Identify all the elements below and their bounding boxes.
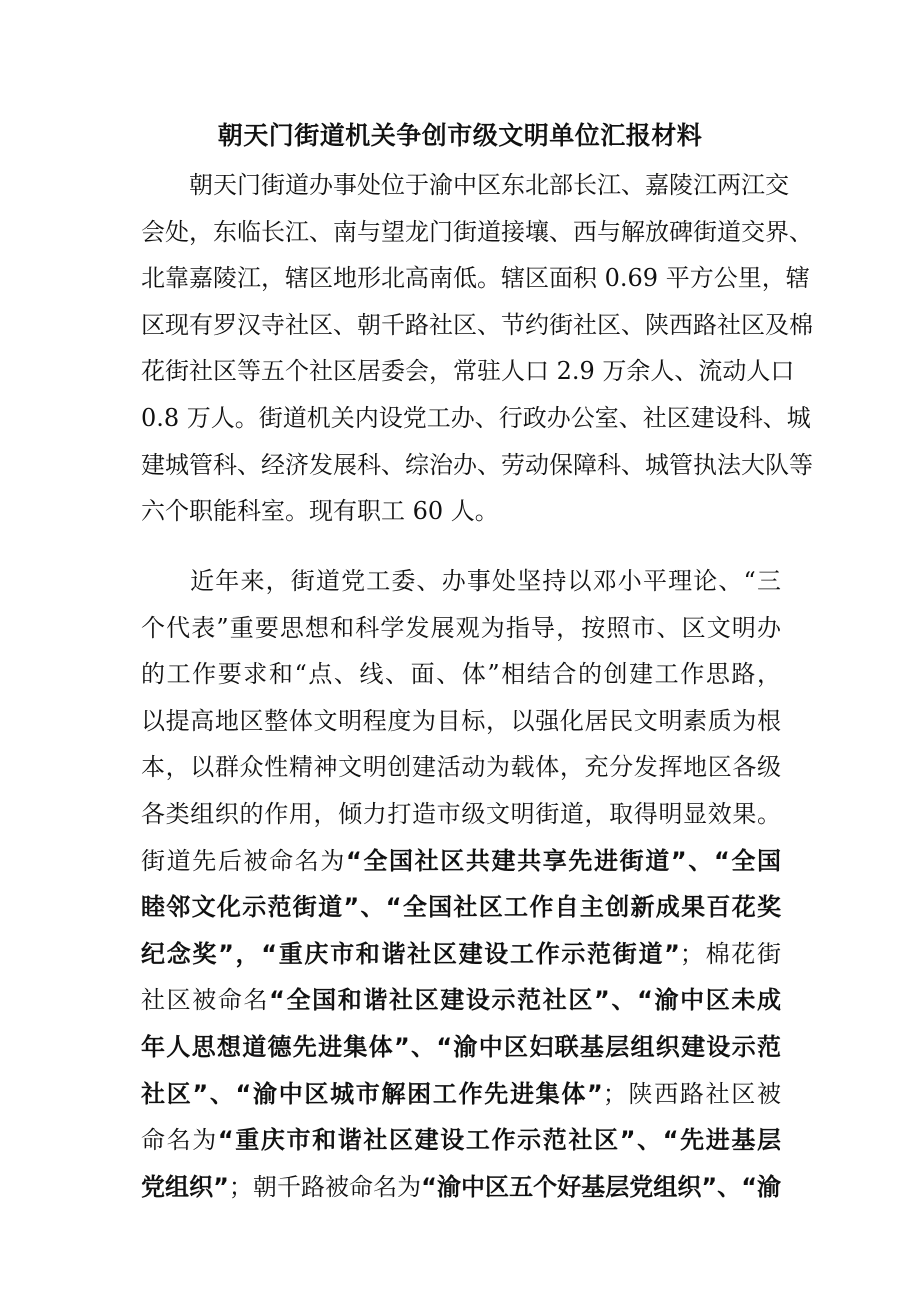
- text-line: [141, 1164, 781, 1210]
- text-line: [141, 931, 781, 977]
- bold-text-segment: “重庆市和谐社区建设工作示范社区”、“先进基层: [217, 1126, 782, 1154]
- text-segment: 北靠嘉陵江，辖区地形北高南低。辖区面积 0.69 平方公里，辖: [141, 264, 810, 292]
- text-line: [141, 209, 813, 255]
- text-segment: 会处，东临长江、南与望龙门街道接壤、西与解放碑街道交界、: [141, 218, 813, 246]
- text-line: [141, 698, 781, 744]
- text-segment: 个代表”重要思想和科学发展观为指导，按照市、区文明办: [141, 614, 781, 642]
- text-line: [141, 488, 781, 534]
- text-line: [141, 651, 781, 697]
- text-segment: 区现有罗汉寺社区、朝千路社区、节约街社区、陕西路社区及棉: [141, 311, 813, 339]
- text-line: [141, 255, 810, 301]
- text-line: [141, 1024, 781, 1070]
- text-line: [141, 791, 781, 837]
- text-segment: ；朝千路被命名为: [228, 1173, 422, 1201]
- bold-text-segment: “全国社区共建共享先进街道”、“全国: [346, 847, 781, 875]
- text-segment: 各类组织的作用，倾力打造市级文明街道，取得明显效果。: [141, 800, 781, 828]
- text-line: [141, 395, 811, 441]
- text-line: [141, 1117, 781, 1163]
- document-title: 朝天门街道机关争创市级文明单位汇报材料: [217, 121, 703, 150]
- text-segment: 以提高地区整体文明程度为目标，以强化居民文明素质为根: [141, 707, 781, 735]
- text-segment: 社区被命名: [141, 986, 270, 1014]
- text-segment: 命名为: [141, 1126, 218, 1154]
- text-segment: 六个职能科室。现有职工 60 人。: [141, 497, 499, 525]
- text-segment: 朝天门街道办事处位于渝中区东北部长江、嘉陵江两江交: [189, 171, 789, 199]
- text-line: [141, 977, 781, 1023]
- bold-text-segment: 党组织”: [141, 1173, 229, 1201]
- text-line: [141, 1071, 781, 1117]
- bold-text-segment: 社区”、“渝中区城市解困工作先进集体”: [141, 1080, 603, 1108]
- bold-text-segment: 纪念奖”，“重庆市和谐社区建设工作示范街道”: [141, 940, 680, 968]
- text-segment: 的工作要求和“点、线、面、体”相结合的创建工作思路，: [141, 660, 781, 688]
- text-line: [141, 302, 813, 348]
- bold-text-segment: “渝中区五个好基层党组织”、“渝: [421, 1173, 782, 1201]
- text-segment: 0.8 万人。街道机关内设党工办、行政办公室、社区建设科、城: [141, 404, 811, 432]
- text-segment: 建城管科、经济发展科、综治办、劳动保障科、城管执法大队等: [141, 451, 813, 479]
- text-segment: 花街社区等五个社区居委会，常驻人口 2.9 万余人、流动人口: [141, 357, 795, 385]
- text-segment: ；陕西路社区被: [602, 1080, 781, 1108]
- text-segment: ；棉花街: [679, 940, 782, 968]
- text-line: [141, 348, 795, 394]
- text-line: [141, 884, 781, 930]
- bold-text-segment: 睦邻文化示范街道”、“全国社区工作自主创新成果百花奖: [141, 893, 781, 921]
- bold-text-segment: “全国和谐社区建设示范社区”、“渝中区未成: [269, 986, 781, 1014]
- bold-text-segment: 年人思想道德先进集体”、“渝中区妇联基层组织建设示范: [141, 1033, 781, 1061]
- text-segment: 街道先后被命名为: [141, 847, 347, 875]
- text-line: [141, 744, 781, 790]
- text-line: [141, 558, 781, 604]
- text-line: [141, 605, 781, 651]
- text-segment: 本，以群众性精神文明创建活动为载体，充分发挥地区各级: [141, 753, 781, 781]
- text-line: [141, 838, 781, 884]
- text-segment: 近年来，街道党工委、办事处坚持以邓小平理论、“三: [189, 567, 781, 595]
- text-line: [141, 162, 789, 208]
- text-line: [141, 442, 813, 488]
